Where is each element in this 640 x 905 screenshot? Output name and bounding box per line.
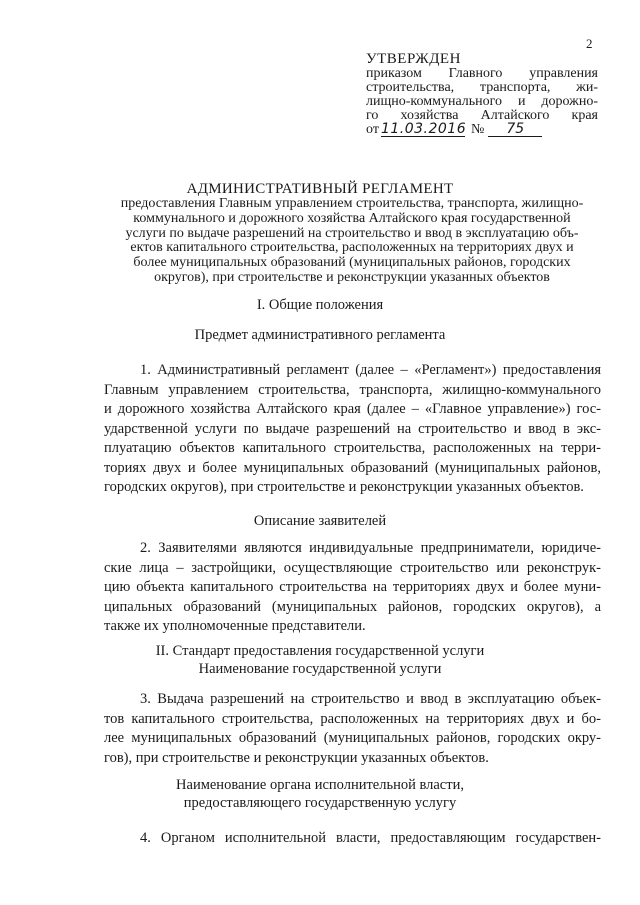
paragraph-line: 3. Выдача разрешений на строительство и ввод в эксплуатацию объек- <box>140 691 601 707</box>
paragraph-line: 1. Административный регламент (далее – «Регламент») предоставления <box>140 362 601 378</box>
paragraph-line: лее муниципальных образований (муниципальных районов, городских окру- <box>104 730 601 746</box>
paragraph-line: 4. Органом исполнительной власти, предоставляющим государствен- <box>140 830 601 846</box>
paragraph-line: 2. Заявителями являются индивидуальные предприниматели, юридиче- <box>140 540 601 556</box>
number-label: № <box>470 122 485 137</box>
approval-line: строительства, транспорта, жи- <box>366 80 598 95</box>
section-heading-standard: II. Стандарт предоставления государственной услуги <box>155 643 485 659</box>
paragraph-line: и дорожного хозяйства Алтайского края (далее – «Главное управление») гос- <box>104 401 601 417</box>
page-number: 2 <box>586 36 593 51</box>
regulation-subtitle <box>96 197 608 286</box>
regulation-title: АДМИНИСТРАТИВНЫЙ РЕГЛАМЕНТ <box>186 181 454 197</box>
paragraph-line: плуатацию объектов капитального строительства, расположенных на терри- <box>104 440 601 456</box>
paragraph-line: ториях двух и более муниципальных образований (муниципальных районов, <box>104 459 601 476</box>
paragraph-line: ципальных образований (муниципальных районов, городских округов), а <box>104 598 601 615</box>
from-label: от <box>366 122 379 137</box>
paragraph-line: также их уполномоченные представители. <box>104 618 366 634</box>
approval-title: УТВЕРЖДЕН <box>366 51 461 67</box>
section-heading-applicants: Описание заявителей <box>253 513 387 529</box>
approval-line: лищно-коммунального и дорожно- <box>366 94 598 109</box>
paragraph-4 <box>104 829 601 849</box>
paragraph-2 <box>104 539 601 637</box>
paragraph-line: тов капитального строительства, расположенных на территориях двух и бо- <box>104 710 601 727</box>
subtitle-line: услуги по выдаче разрешений на строительство и ввод в эксплуатацию объ- <box>125 225 579 241</box>
paragraph-1 <box>104 361 601 498</box>
paragraph-line: ударственной услуги по выдаче разрешений на строительство и ввод в экс- <box>104 420 601 437</box>
section-heading-general: I. Общие положения <box>256 297 384 313</box>
subtitle-line: коммунального и дорожного хозяйства Алтайского края государственной <box>133 210 571 226</box>
subtitle-line: предоставления Главным управлением строительства, транспорта, жилищно- <box>120 196 584 211</box>
section-heading-authority-2: предоставляющего государственную услугу <box>183 795 457 811</box>
paragraph-line: гов), при строительстве и реконструкции указанных объектов. <box>104 749 489 766</box>
subtitle-line: округов), при строительстве и реконструкции указанных объектов <box>154 269 550 285</box>
paragraph-line: городских округов), при строительстве и реконструкции указанных объектов. <box>104 479 584 495</box>
paragraph-line: цию объекта капитального строительства на территориях двух и более муни- <box>104 579 601 595</box>
approval-line: приказом Главного управления <box>366 66 598 81</box>
paragraph-line: ские лица – застройщики, осуществляющие строительство или реконструк- <box>104 559 601 576</box>
approval-stamp <box>366 52 598 137</box>
approval-date-line <box>366 123 598 137</box>
subtitle-line: ектов капитального строительства, расположенных на территориях двух и <box>130 240 574 256</box>
subtitle-line: более муниципальных образований (муниципальных районов, городских <box>133 255 571 271</box>
handwritten-number: 75 <box>488 123 542 137</box>
section-heading-subject: Предмет административного регламента <box>194 327 446 343</box>
section-heading-service-name: Наименование государственной услуги <box>198 661 442 677</box>
approval-line: го хозяйства Алтайского края <box>366 108 598 123</box>
section-heading-authority-1: Наименование органа исполнительной власти, <box>176 777 464 793</box>
handwritten-date: 11.03.2016 <box>380 121 467 137</box>
paragraph-3 <box>104 690 601 768</box>
paragraph-line: Главным управлением строительства, транспорта, жилищно-коммунального <box>104 381 601 398</box>
